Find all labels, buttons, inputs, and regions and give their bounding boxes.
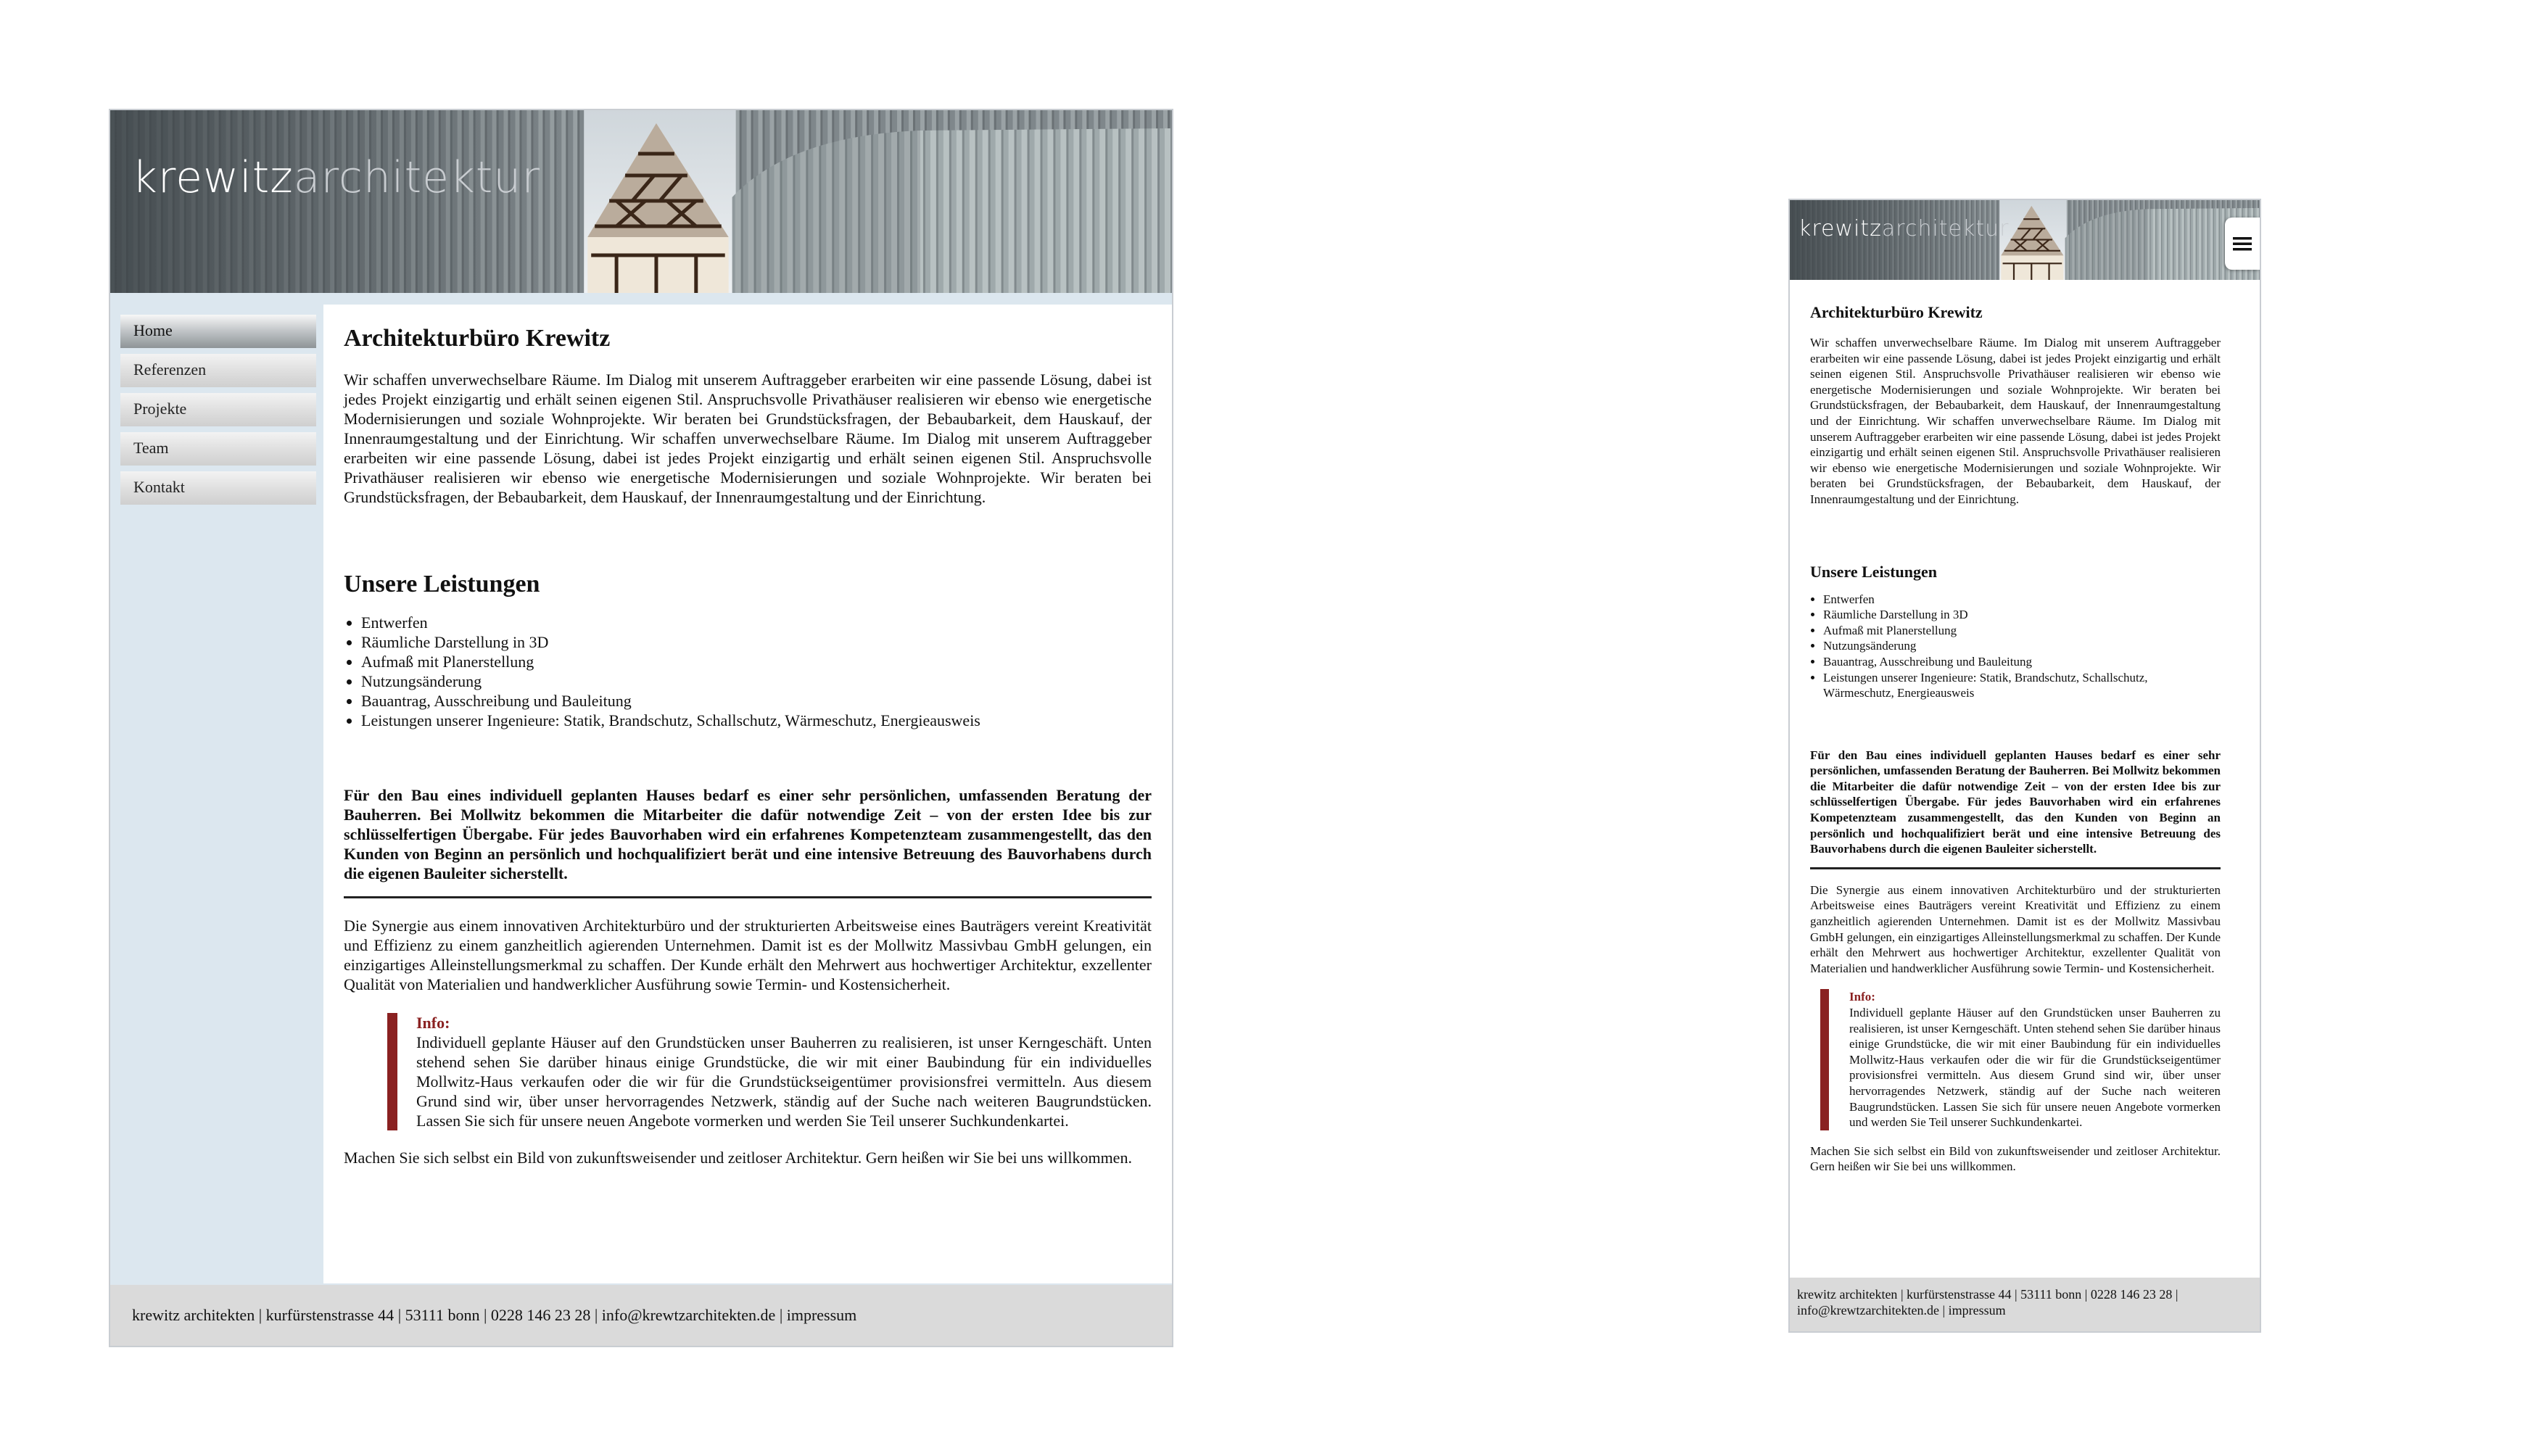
nav-item-team[interactable]: Team — [120, 432, 316, 466]
nav-item-kontakt[interactable]: Kontakt — [120, 471, 316, 505]
list-item: • Räumliche Darstellung in 3D — [1823, 607, 2221, 623]
page-title: Architekturbüro Krewitz — [1810, 303, 1983, 321]
logo-text-secondary: architektur — [293, 152, 540, 203]
footer-phone: 0228 146 23 28 — [490, 1306, 591, 1324]
divider — [344, 896, 1152, 898]
desktop-layout — [109, 109, 1173, 1347]
footer-city: 53111 bonn — [2020, 1287, 2082, 1302]
list-item: • Nutzungsänderung — [1823, 638, 2221, 654]
info-text: Individuell geplante Häuser auf den Grundstücken unser Bauherren zu realisieren, ist unser Kerngeschäft. Unten stehend sehen Sie darüber hinaus einige Grundstücke, die wir mit einer Baubindung für ein individuelles Mollwitz-Haus verkaufen oder die wir für die Grundstückseigentümer provisionsfrei vermitteln. Aus diesem Grund sind wir, über unser hervorragendes Netzwerk, ständig auf der Suche nach weiteren Baugrundstücken. Lassen Sie sich für unsere neuen Angebote vormerken und werden Sie Teil unserer Suchkundenkartei. — [1849, 1006, 2221, 1130]
synergy-paragraph: Die Synergie aus einem innovativen Architekturbüro und der strukturierten Arbeitsweise eines Bauträgers vereint Kreativität und Effizienz zu einem ganzheitlich agierenden Unternehmen. Damit ist es der Mollwitz Massivbau GmbH gelungen, ein einzigartiges Alleinstellungsmerkmal zu schaffen. Der Kunde erhält den Mehrwert aus hochwertiger Architektur, exzellenter Qualität von Materialien und handwerklicher Ausführung sowie Termin- und Kostensicherheit. — [344, 917, 1152, 993]
logo-text-secondary: architektur — [1881, 216, 2010, 241]
mobile-site-footer: krewitz architekten | kurfürstenstrasse 44 | 53111 bonn | 0228 146 23 28 | info@krewtzarchitekten.de | impressum — [1790, 1278, 2260, 1331]
list-item: • Leistungen unserer Ingenieure: Statik, Brandschutz, Schallschutz, Wärmeschutz, Energieausweis — [361, 711, 1152, 730]
info-box — [387, 1013, 1152, 1130]
sidebar-nav — [120, 315, 316, 510]
footer-street: kurfürstenstrasse 44 — [265, 1306, 395, 1324]
info-text: Individuell geplante Häuser auf den Grundstücken unser Bauherren zu realisieren, ist unser Kerngeschäft. Unten stehend sehen Sie darüber hinaus einige Grundstücke, die wir mit einer Baubindung für ein individuelles Mollwitz-Haus verkaufen oder die wir für die Grundstückseigentümer provisionsfrei vermitteln. Aus diesem Grund sind wir, über unser hervorragendes Netzwerk, ständig auf der Suche nach weiteren Baugrundstücken. Lassen Sie sich für unsere neuen Angebote vormerken und werden Sie Teil unserer Suchkundenkartei. — [416, 1033, 1152, 1130]
footer-city: 53111 bonn — [405, 1306, 480, 1324]
closing-paragraph: Machen Sie sich selbst ein Bild von zukunftsweisender und zeitloser Architektur. Gern heißen wir Sie bei uns willkommen. — [344, 1149, 1132, 1167]
services-list — [344, 613, 1152, 730]
intro-paragraph: Wir schaffen unverwechselbare Räume. Im Dialog mit unserem Auftraggeber erarbeiten wir eine passende Lösung, dabei ist jedes Projekt einzigartig und erhält seinen eigenen Stil. Anspruchsvolle Privathäuser realisieren wir ebenso wie energetische Modernisierungen und soziale Wohnprojekte. Wir beraten bei Grundstücksfragen, der Bebaubarkeit, dem Hauskauf, der Innenraumgestaltung und der Einrichtung. Wir schaffen unverwechselbare Räume. Im Dialog mit unserem Auftraggeber erarbeiten wir eine passende Lösung, dabei ist jedes Projekt einzigartig und erhält seinen eigenen Stil. Anspruchsvolle Privathäuser realisieren wir ebenso wie energetische Modernisierungen und soziale Wohnprojekte. Wir beraten bei Grundstücksfragen, der Bebaubarkeit, dem Hauskauf, der Innenraumgestaltung und der Einrichtung. — [344, 371, 1152, 506]
services-list — [1810, 592, 2221, 701]
list-item: • Entwerfen — [361, 613, 1152, 632]
list-item: • Aufmaß mit Planerstellung — [361, 652, 1152, 671]
intro-paragraph: Wir schaffen unverwechselbare Räume. Im Dialog mit unserem Auftraggeber erarbeiten wir eine passende Lösung, dabei ist jedes Projekt einzigartig und erhält seinen eigenen Stil. Anspruchsvolle Privathäuser realisieren wir ebenso wie energetische Modernisierungen und soziale Wohnprojekte. Wir beraten bei Grundstücksfragen, der Bebaubarkeit, dem Hauskauf, der Innenraumgestaltung und der Einrichtung. Wir schaffen unverwechselbare Räume. Im Dialog mit unserem Auftraggeber erarbeiten wir eine passende Lösung, dabei ist jedes Projekt einzigartig und erhält seinen eigenen Stil. Anspruchsvolle Privathäuser realisieren wir ebenso wie energetische Modernisierungen und soziale Wohnprojekte. Wir beraten bei Grundstücksfragen, der Bebaubarkeit, dem Hauskauf, der Innenraumgestaltung und der Einrichtung. — [1810, 336, 2221, 506]
site-header — [110, 110, 1172, 293]
divider — [1810, 867, 2221, 869]
services-heading: Unsere Leistungen — [344, 571, 540, 597]
footer-phone: 0228 146 23 28 — [2090, 1287, 2173, 1302]
info-title: Info: — [416, 1014, 450, 1032]
list-item: • Entwerfen — [1823, 592, 2221, 608]
nav-item-referenzen[interactable]: Referenzen — [120, 354, 316, 387]
logo-text-primary: krewitz — [132, 152, 294, 203]
nav-item-projekte[interactable]: Projekte — [120, 393, 316, 426]
footer-impressum-link[interactable]: impressum — [1948, 1303, 2006, 1318]
footer-email-link[interactable]: info@krewtzarchitekten.de — [1797, 1303, 1939, 1318]
synergy-paragraph: Die Synergie aus einem innovativen Architekturbüro und der strukturierten Arbeitsweise eines Bauträgers vereint Kreativität und Effizienz zu einem ganzheitlich agierenden Unternehmen. Damit ist es der Mollwitz Massivbau GmbH gelungen, ein einzigartiges Alleinstellungsmerkmal zu schaffen. Der Kunde erhält den Mehrwert aus hochwertiger Architektur, exzellenter Qualität von Materialien und handwerklicher Ausführung sowie Termin- und Kostensicherheit. — [1810, 882, 2221, 975]
list-item: • Aufmaß mit Planerstellung — [1823, 623, 2221, 639]
footer-street: kurfürstenstrasse 44 — [1907, 1287, 2012, 1302]
list-item: • Bauantrag, Ausschreibung und Bauleitung — [1823, 654, 2221, 670]
site-footer: krewitz architekten | kurfürstenstrasse 44 | 53111 bonn | 0228 146 23 28 | info@krewtzarchitekten.de | impressum — [110, 1285, 1172, 1346]
info-title: Info: — [1849, 990, 1875, 1004]
list-item: • Leistungen unserer Ingenieure: Statik, Brandschutz, Schallschutz, Wärmeschutz, Energieausweis — [1823, 670, 2221, 701]
services-heading: Unsere Leistungen — [1810, 562, 1937, 581]
footer-company: krewitz architekten — [132, 1306, 255, 1324]
info-box — [1820, 989, 2221, 1130]
list-item: • Nutzungsänderung — [361, 671, 1152, 691]
mobile-layout — [1788, 199, 2261, 1333]
site-logo[interactable] — [132, 152, 540, 203]
page-title: Architekturbüro Krewitz — [344, 325, 611, 352]
mobile-header — [1790, 200, 2260, 280]
lead-paragraph: Für den Bau eines individuell geplanten Hauses bedarf es einer sehr persönlichen, umfassenden Beratung der Bauherren. Bei Mollwitz bekommen die Mitarbeiter die dafür notwendige Zeit – von der ersten Idee bis zur schlüsselfertigen Übergabe. Für jedes Bauvorhaben wird ein erfahrenes Kompetenzteam zusammengestellt, das den Kunden von Beginn an persönlich und hochqualifiziert berät und eine intensive Betreuung des Bauvorhabens durch die eigenen Bauleiter sicherstellt. — [1810, 748, 2221, 856]
nav-item-home[interactable]: Home — [120, 315, 316, 348]
mobile-site-logo[interactable] — [1798, 216, 2010, 241]
closing-paragraph: Machen Sie sich selbst ein Bild von zukunftsweisender und zeitloser Architektur. Gern heißen wir Sie bei uns willkommen. — [1810, 1143, 2221, 1174]
footer-company: krewitz architekten — [1797, 1287, 1898, 1302]
hamburger-menu-icon — [2233, 236, 2252, 251]
list-item: • Bauantrag, Ausschreibung und Bauleitung — [361, 691, 1152, 711]
mobile-main-content — [1810, 303, 2221, 1175]
footer-impressum-link[interactable]: impressum — [786, 1306, 857, 1324]
logo-text-primary: krewitz — [1798, 216, 1882, 241]
footer-email-link[interactable]: info@krewtzarchitekten.de — [601, 1306, 776, 1324]
lead-paragraph: Für den Bau eines individuell geplanten Hauses bedarf es einer sehr persönlichen, umfassenden Beratung der Bauherren. Bei Mollwitz bekommen die Mitarbeiter die dafür notwendige Zeit – von der ersten Idee bis zur schlüsselfertigen Übergabe. Für jedes Bauvorhaben wird ein erfahrenes Kompetenzteam zusammengestellt, das den Kunden von Beginn an persönlich und hochqualifiziert berät und eine intensive Betreuung des Bauvorhabens durch die eigenen Bauleiter sicherstellt. — [344, 786, 1152, 882]
mobile-menu-button[interactable] — [2225, 218, 2260, 270]
list-item: • Räumliche Darstellung in 3D — [361, 632, 1152, 652]
main-content — [323, 305, 1172, 1283]
